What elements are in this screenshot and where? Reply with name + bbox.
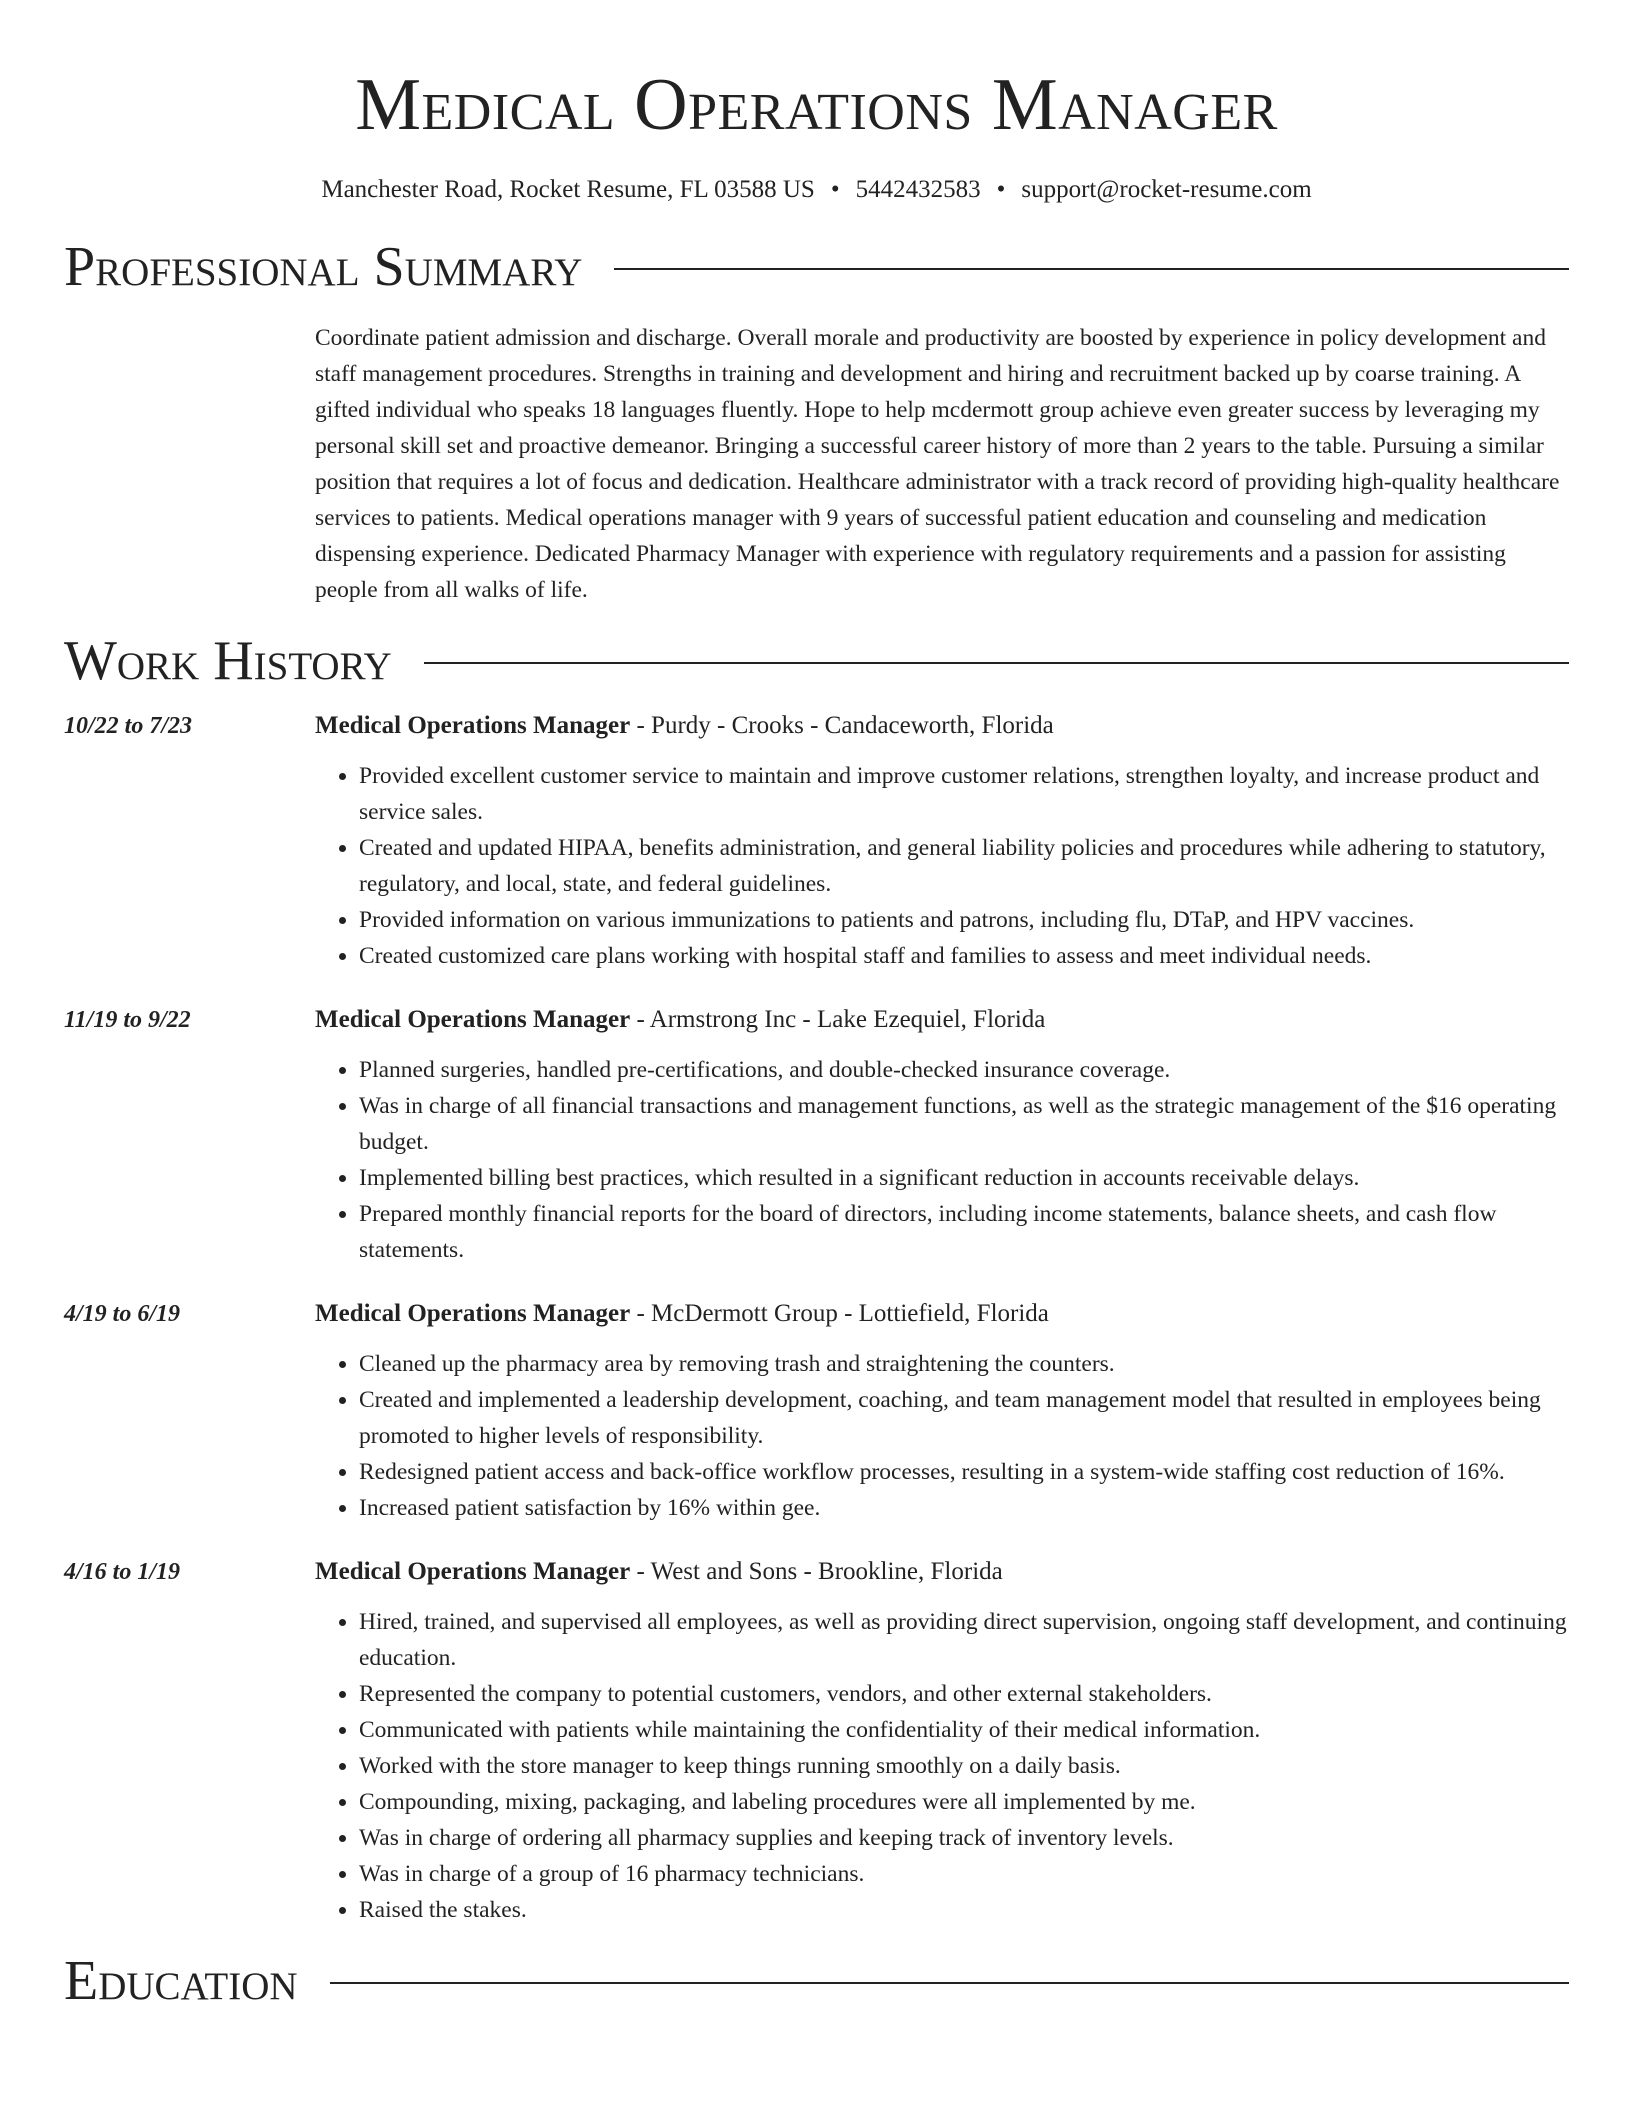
job-bullet: • Raised the stakes. — [359, 1892, 1569, 1928]
work-heading: Work History — [64, 630, 392, 692]
job-dates: 4/16 to 1/19 — [64, 1559, 181, 1585]
job-bullet: • Compounding, mixing, packaging, and labeling procedures were all implemented by me. — [359, 1784, 1569, 1820]
job-bullet: • Was in charge of all financial transactions and management functions, as well as the strategic management of the $16 operating budget. — [359, 1088, 1569, 1160]
job-entry — [64, 1552, 1569, 1928]
job-bullet: • Communicated with patients while maintaining the confidentiality of their medical information. — [359, 1712, 1569, 1748]
job-dates: 11/19 to 9/22 — [64, 1007, 191, 1033]
section-divider — [614, 268, 1569, 270]
job-bullet: • Worked with the store manager to keep things running smoothly on a daily basis. — [359, 1748, 1569, 1784]
job-dates: 4/19 to 6/19 — [64, 1301, 181, 1327]
job-title: Medical Operations Manager — [315, 1006, 631, 1033]
job-bullet: • Hired, trained, and supervised all employees, as well as providing direct supervision, ongoing staff development, and continuing education. — [359, 1604, 1569, 1676]
contact-email: support@rocket-resume.com — [1021, 176, 1312, 203]
job-dates: 10/22 to 7/23 — [64, 713, 193, 739]
job-entry — [64, 706, 1569, 974]
contact-line — [64, 174, 1569, 206]
job-bullet: • Implemented billing best practices, which resulted in a significant reduction in accounts receivable delays. — [359, 1160, 1569, 1196]
job-bullet-list — [315, 758, 1569, 974]
work-section-header — [64, 626, 1569, 696]
summary-heading: Professional Summary — [64, 236, 583, 298]
summary-text: Coordinate patient admission and discharge. Overall morale and productivity are boosted by experience in policy development and staff management procedures. Strengths in training and development and hiring and recruitment backed up by coarse training. A gifted individual who speaks 18 languages fluently. Hope to help mcdermott group achieve even greater success by leveraging my personal skill set and proactive demeanor. Bringing a successful career history of more than 2 years to the table. Pursuing a similar position that requires a lot of focus and dedication. Healthcare administrator with a track record of providing high-quality healthcare services to patients. Medical operations manager with 9 years of successful patient education and counseling and medication dispensing experience. Dedicated Pharmacy Manager with experience with regulatory requirements and a passion for assisting people from all walks of life. — [315, 325, 1560, 603]
job-bullet: • Redesigned patient access and back-office workflow processes, resulting in a system-wide staffing cost reduction of 16%. — [359, 1454, 1569, 1490]
contact-separator: • — [996, 176, 1006, 203]
contact-phone: 5442432583 — [855, 176, 981, 203]
job-bullet-list — [315, 1346, 1569, 1526]
job-title: Medical Operations Manager — [315, 1558, 631, 1585]
job-company-location: - Armstrong Inc - Lake Ezequiel, Florida — [630, 1006, 1046, 1033]
job-company-location: - Purdy - Crooks - Candaceworth, Florida — [630, 712, 1054, 739]
job-bullet: • Planned surgeries, handled pre-certifications, and double-checked insurance coverage. — [359, 1052, 1569, 1088]
work-history-list — [64, 706, 1569, 1928]
summary-section-header — [64, 232, 1569, 302]
job-body — [315, 1552, 1569, 1928]
job-bullet: • Represented the company to potential customers, vendors, and other external stakeholders. — [359, 1676, 1569, 1712]
job-bullet: • Provided excellent customer service to maintain and improve customer relations, strengthen loyalty, and increase product and service sales. — [359, 758, 1569, 830]
job-bullet: • Cleaned up the pharmacy area by removing trash and straightening the counters. — [359, 1346, 1569, 1382]
job-company-location: - West and Sons - Brookline, Florida — [630, 1558, 1003, 1585]
job-title-line — [315, 706, 1569, 744]
job-title-line — [315, 1000, 1569, 1038]
job-body — [315, 706, 1569, 974]
job-bullet: • Increased patient satisfaction by 16% within gee. — [359, 1490, 1569, 1526]
job-title: Medical Operations Manager — [315, 1300, 631, 1327]
job-entry — [64, 1000, 1569, 1268]
job-title: Medical Operations Manager — [315, 712, 631, 739]
section-divider — [424, 662, 1569, 664]
job-bullet-list — [315, 1052, 1569, 1268]
job-bullet-list — [315, 1604, 1569, 1928]
job-bullet: • Provided information on various immunizations to patients and patrons, including flu, DTaP, and HPV vaccines. — [359, 902, 1569, 938]
resume-page — [64, 0, 1569, 2016]
job-bullet: • Created and implemented a leadership development, coaching, and team management model that resulted in employees being promoted to higher levels of responsibility. — [359, 1382, 1569, 1454]
contact-address: Manchester Road, Rocket Resume, FL 03588 US — [321, 176, 815, 203]
job-bullet: • Was in charge of a group of 16 pharmacy technicians. — [359, 1856, 1569, 1892]
job-bullet: • Created and updated HIPAA, benefits administration, and general liability policies and procedures while adhering to statutory, regulatory, and local, state, and federal guidelines. — [359, 830, 1569, 902]
resume-name: Medical Operations Manager — [355, 64, 1278, 146]
education-heading: Education — [64, 1950, 298, 2012]
job-body — [315, 1000, 1569, 1268]
job-title-line — [315, 1552, 1569, 1590]
job-bullet: • Created customized care plans working with hospital staff and families to assess and meet individual needs. — [359, 938, 1569, 974]
contact-separator: • — [830, 176, 840, 203]
education-section-header — [64, 1946, 1569, 2016]
job-company-location: - McDermott Group - Lottiefield, Florida — [630, 1300, 1049, 1327]
job-entry — [64, 1294, 1569, 1526]
section-divider — [330, 1982, 1569, 1984]
job-body — [315, 1294, 1569, 1526]
job-bullet: • Prepared monthly financial reports for the board of directors, including income statements, balance sheets, and cash flow statements. — [359, 1196, 1569, 1268]
job-title-line — [315, 1294, 1569, 1332]
job-bullet: • Was in charge of ordering all pharmacy supplies and keeping track of inventory levels. — [359, 1820, 1569, 1856]
